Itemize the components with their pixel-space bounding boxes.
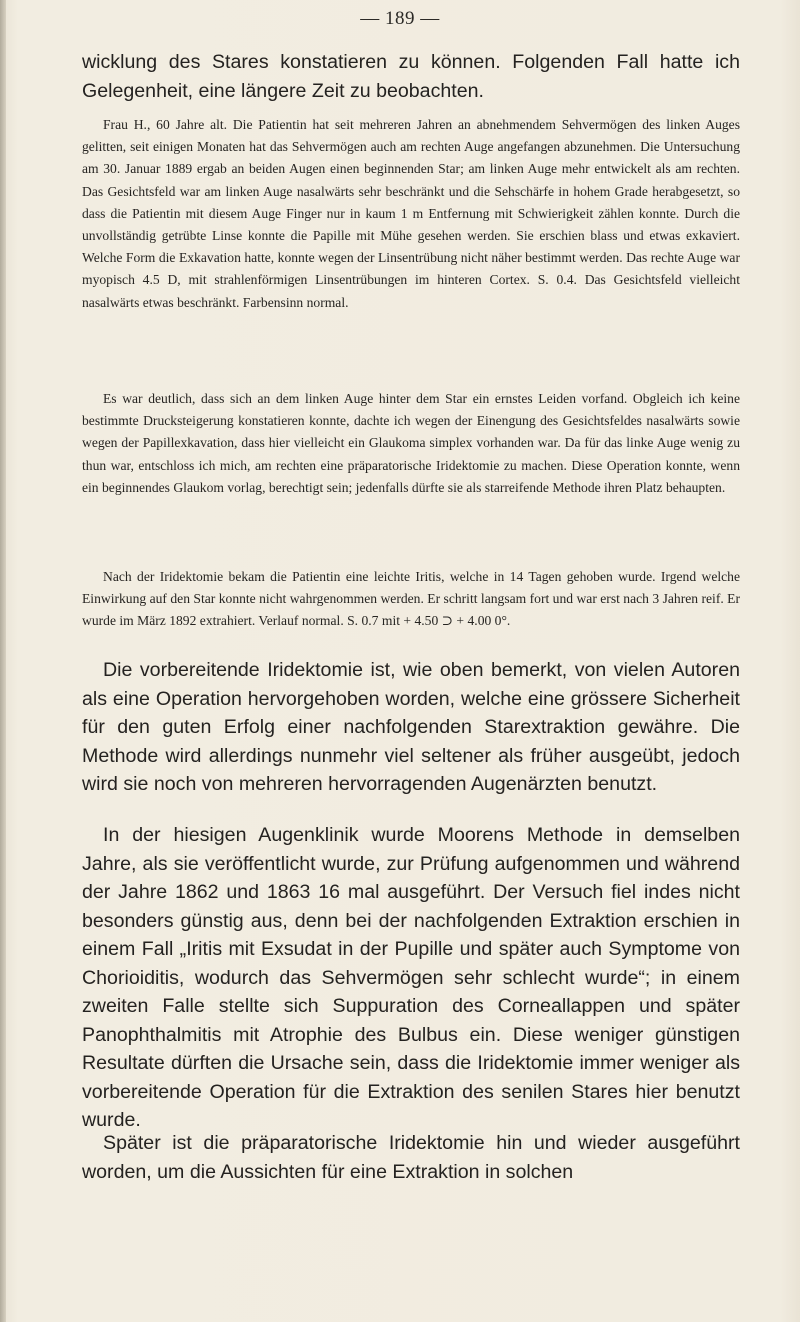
- case-report-paragraph-2: Es war deutlich, dass sich an dem linken Auge hinter dem Star ein ernstes Leiden vorfand. Obgleich ich keine bestimmte Drucksteigerung konstatieren konnte, dachte ich wegen der Einengung des Gesichtsfeldes nasalwärts sowie wegen der Papillexkavation, dass hier vielleicht ein Glaukoma simplex vorhanden war. Da für das linke Auge wenig zu thun war, entschloss ich mich, am rechten eine präparatorische Iridektomie zu machen. Diese Operation konnte, wenn ein beginnendes Glaukom vorlag, berechtigt sein; jedenfalls dürfte sie als starreifende Methode ihren Platz behaupten.: [82, 391, 740, 495]
- paragraph-intro: wicklung des Stares konstatieren zu können. Folgenden Fall hatte ich Gelegenheit, eine längere Zeit zu beobachten.: [82, 51, 740, 102]
- case-report-paragraph-1: Frau H., 60 Jahre alt. Die Patientin hat seit mehreren Jahren an abnehmendem Sehvermögen des linken Auges gelitten, seit einigen Monaten hat das Sehvermögen auch am rechten Auge angefangen abzunehmen. Die Untersuchung am 30. Januar 1889 ergab an beiden Augen einen beginnenden Star; am linken Auge mehr entwickelt als am rechten. Das Gesichtsfeld war am linken Auge nasalwärts sehr beschränkt und die Sehschärfe in hohem Grade herabgesetzt, so dass die Patientin mit diesem Auge Finger nur in kaum 1 m Entfernung mit Schwierigkeit zählen konnte. Durch die unvollständig getrübte Linse konnte die Papille mit Mühe gesehen werden. Sie erschien blass und etwas exkaviert. Welche Form die Exkavation hatte, konnte wegen der Linsentrübung nicht näher bestimmt werden. Das rechte Auge war myopisch 4.5 D, mit strahlenförmigen Linsentrübungen im hinteren Cortex. S. 0.4. Das Gesichtsfeld vielleicht nasalwärts etwas beschränkt. Farbensinn normal.: [82, 117, 740, 310]
- case-report-paragraph-3: Nach der Iridektomie bekam die Patientin eine leichte Iritis, welche in 14 Tagen gehoben wurde. Irgend welche Einwirkung auf den Star konnte nicht wahrgenommen werden. Er schritt langsam fort und war erst nach 3 Jahren reif. Er wurde im März 1892 extrahiert. Verlauf normal. S. 0.7 mit + 4.50 ⊃ + 4.00 0°.: [82, 569, 740, 629]
- paragraph-mooren-method: In der hiesigen Augenklinik wurde Moorens Methode in demselben Jahre, als sie veröffentlicht wurde, zur Prüfung aufgenommen und während der Jahre 1862 und 1863 16 mal ausgeführt. Der Versuch fiel indes nicht besonders günstig aus, denn bei der nachfolgenden Extraktion erschien in einem Fall „Iritis mit Exsudat in der Pupille und später auch Symptome von Chorioiditis, wodurch das Sehvermögen sehr schlecht wurde“; in einem zweiten Falle stellte sich Suppuration des Corneallappen und später Panophthalmitis mit Atrophie des Bulbus ein. Diese weniger günstigen Resultate dürften die Ursache sein, dass die Iridektomie immer weniger als vorbereitende Operation für die Extraktion des senilen Stares hier benutzt wurde.: [82, 824, 740, 1131]
- paragraph-preparatory-iridectomy: Die vorbereitende Iridektomie ist, wie oben bemerkt, von vielen Autoren als eine Operation hervorgehoben worden, welche eine grössere Sicherheit für den guten Erfolg einer nachfolgenden Starextraktion gewähre. Die Methode wird allerdings nunmehr viel seltener als früher ausgeübt, jedoch wird sie noch von mehreren hervorragenden Augenärzten benutzt.: [82, 659, 740, 795]
- paragraph-later-use: Später ist die präparatorische Iridektomie hin und wieder ausgeführt worden, um die Aussichten für eine Extraktion in solchen: [82, 1132, 740, 1183]
- page-binding-edge: [0, 0, 6, 1322]
- page-number: — 189 —: [360, 8, 440, 29]
